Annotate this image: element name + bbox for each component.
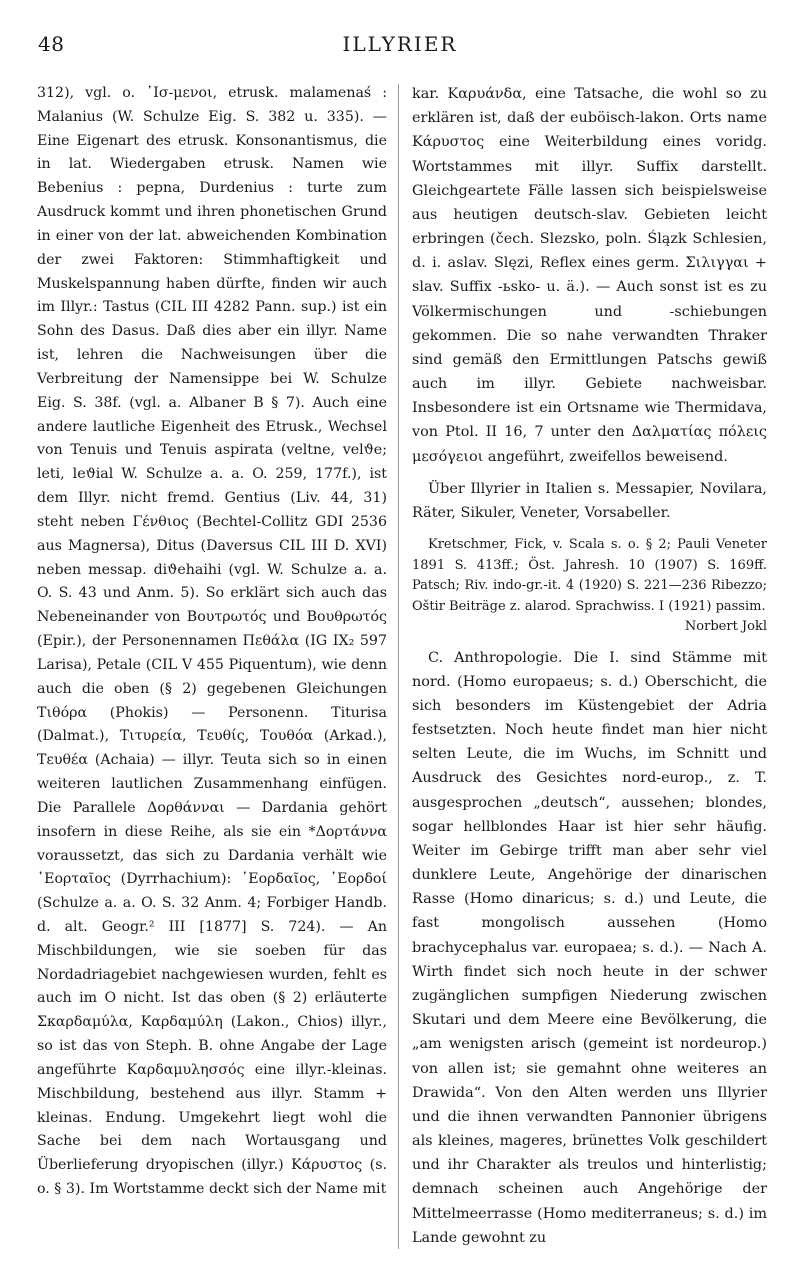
right-column	[412, 82, 767, 1250]
running-title: ILLYRIER	[342, 32, 458, 56]
author-signature: Norbert Jokl	[684, 619, 767, 635]
right-paragraph-1: kar. Καρυάνδα, eine Tatsache, die wohl so zu erklären ist, daß der euböisch-lakon. Orts name Κάρυστος eine Weiterbildung eines voridg. Wortstammes mit illyr. Suffix darstellt. Gleichgeartete Fälle lassen sich beispielsweise aus heutigen deutsch-slav. Gebieten leicht erbringen (čech. Slezsko, poln. Ślązk Schlesien, d. i. aslav. Slęzi, Reflex eines germ. Σιλιγγαι + slav. Suffix -ьsko- u. ä.). — Auch sonst ist es zu Völkermischungen und -schiebungen gekommen. Die so nahe verwandten Thraker sind gemäß den Ermittlungen Patschs gewiß auch im illyr. Gebiete nachweisbar. Insbesondere ist ein Ortsname wie Thermidava, von Ptol. II 16, 7 unter den Δαλματίας πόλεις μεσόγειοι angeführt, zweifellos beweisend.	[412, 86, 767, 465]
column-divider	[398, 84, 399, 1249]
left-column	[37, 82, 387, 1202]
right-paragraph-3: C. Anthropologie. Die I. sind Stämme mit nord. (Homo europaeus; s. d.) Oberschicht, die sich besonders im Küstengebiet der Adria festsetzten. Noch heute findet man hier nicht selten Leute, die im Wuchs, im Schnitt und Ausdruck des Gesichtes nord-europ., z. T. ausgesprochen „deutsch“, aussehen; blondes, sogar hellblondes Haar ist hier sehr häufig. Weiter im Gebirge trifft man aber sehr viel dunklere Leute, Angehörige der dinarischen Rasse (Homo dinaricus; s. d.) und Leute, die fast mongolisch aussehen (Homo brachycephalus var. europaea; s. d.). — Nach A. Wirth findet sich noch heute in der schwer zugänglichen sumpfigen Niederung zwischen Skutari und dem Meere eine Bevölkerung, die „am wenigsten arisch (gemeint ist nordeurop.) von allen ist; sie gemahnt ohne weiteres an Drawida“. Von den Alten werden uns Illyrier und die ihnen verwandten Pannonier übrigens als kleines, mageres, brünettes Volk geschildert und ihr Charakter als treulos und hinterlistig; demnach scheinen auch Angehörige der Mittelmeerrasse (Homo mediterraneus; s. d.) im Lande gewohnt zu	[412, 649, 767, 1246]
references: Kretschmer, Fick, v. Scala s. o. § 2; Pauli Veneter 1891 S. 413ff.; Öst. Jahresh. 10 (1907) S. 169ff. Patsch; Riv. indo-gr.-it. 4 (1920) S. 221—236 Ribezzo; Oštir Beiträge z. alarod. Sprachwiss. I (1921) passim.	[412, 537, 767, 614]
right-paragraph-2: Über Illyrier in Italien s. Messapier, Novilara, Räter, Sikuler, Veneter, Vorsabeller.	[412, 480, 767, 521]
page-header	[38, 22, 762, 62]
page-number: 48	[38, 32, 65, 56]
left-paragraph-1: 312), vgl. o. ᾽Ισ-μενοι, etrusk. malamenaś : Malanius (W. Schulze Eig. S. 382 u. 335). — Eine Eigenart des etrusk. Konsonantismus, die in lat. Wiedergaben etrusk. Namen wie Bebenius : pepna, Durdenius : turte zum Ausdruck kommt und ihren phonetischen Grund in einer von der lat. abweichenden Kombination der zwei Faktoren: Stimmhaftigkeit und Muskelspannung haben dürfte, finden wir auch im Illyr.: Tastus (CIL III 4282 Pann. sup.) ist ein Sohn des Dasus. Daß dies aber ein illyr. Name ist, lehren die Nachweisungen über die Verbreitung der Namensippe bei W. Schulze Eig. S. 38f. (vgl. a. Albaner B § 7). Auch eine andere lautliche Eigenheit des Etrusk., Wechsel von Tenuis und Tenuis aspirata (veltne, velϑe; leti, leϑial W. Schulze a. a. O. 259, 177f.), ist dem Illyr. nicht fremd. Gentius (Liv. 44, 31) steht neben Γένθιος (Bechtel-Collitz GDI 2536 aus Magnersa), Ditus (Daversus CIL III D. XVI) neben messap. diϑehaihi (vgl. W. Schulze a. a. O. S. 43 und Anm. 5). So erklärt sich auch das Nebeneinander von Βουτρωτός und Βουθρωτός (Epir.), der Personennamen Πεθάλα (IG IX₂ 597 Larisa), Petale (CIL V 455 Piquentum), wie denn auch die oben (§ 2) gegebenen Gleichungen Τιθόρα (Phokis) — Personenn. Titurisa (Dalmat.), Τιτυρεία, Τευθίς, Τουθόα (Arkad.), Τευθέα (Achaia) — illyr. Teuta sich so in einen weiteren lautlichen Zusammenhang einfügen. Die Parallele Δορθάνναι — Dardania gehört insofern in diese Reihe, als sie ein *Δορτάννα voraussetzt, das sich zu Dardania verhält wie ᾽Εορταῖος (Dyrrhachium): ᾽Εορδαῖος, ᾽Εορδοί (Schulze a. a. O. S. 32 Anm. 4; Forbiger Handb. d. alt. Geogr.² III [1877] S. 724). — An Mischbildungen, wie sie soeben für das Nordadriagebiet nachgewiesen wurden, fehlt es auch im O nicht. Ist das oben (§ 2) erläuterte Σκαρδαμύλα, Καρδαμύλη (Lakon., Chios) illyr., so ist das von Steph. B. ohne Angabe der Lage angeführte Καρδαμυλησσός eine illyr.-kleinas. Mischbildung, bestehend aus illyr. Stamm + kleinas. Endung. Umgekehrt liegt wohl die Sache bei dem nach Wortausgang und Überlieferung dryopischen (illyr.) Κάρυστος (s. o. § 3). Im Wortstamme deckt sich der Name mit	[37, 85, 387, 1198]
